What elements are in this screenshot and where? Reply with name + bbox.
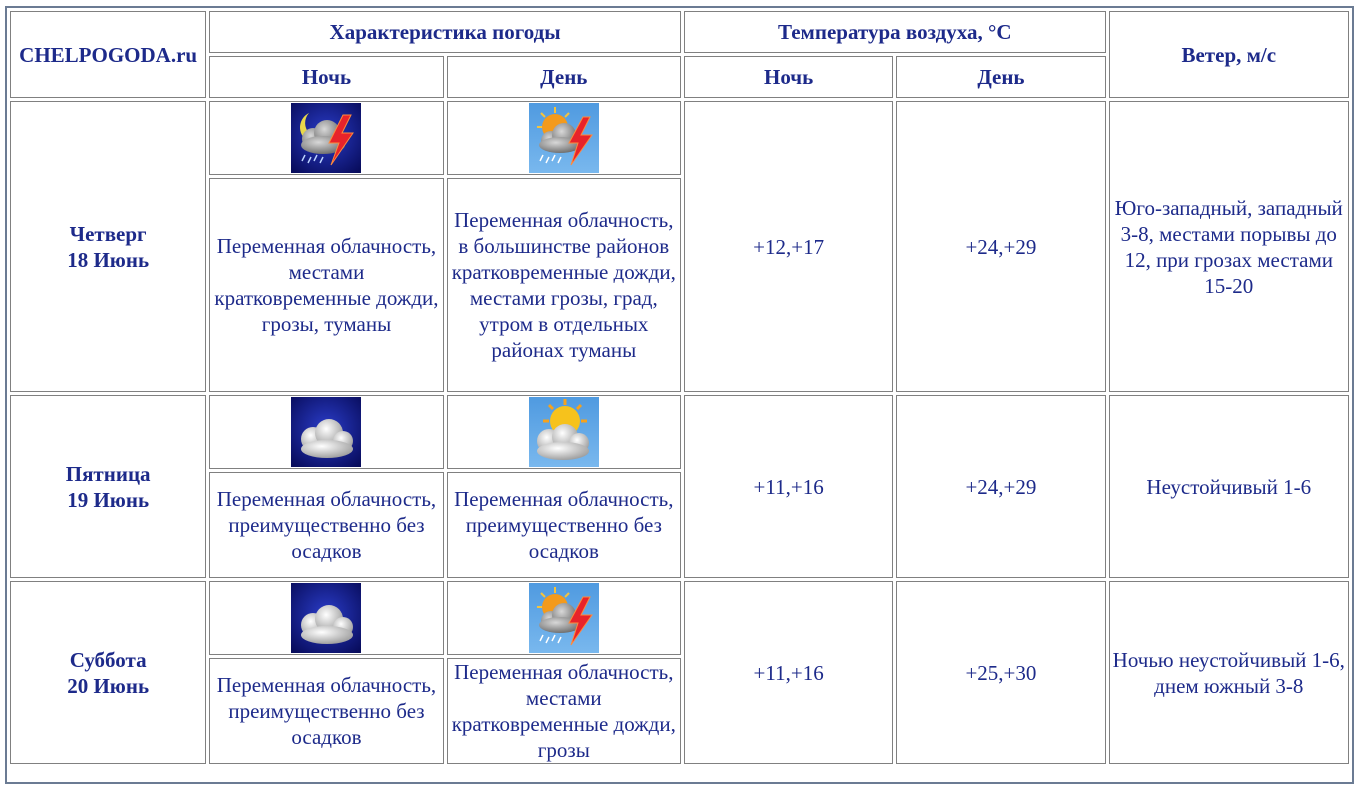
wind-value: Юго-западный, западный 3-8, местами порывы до 12, при грозах местами 15-20 bbox=[1109, 101, 1349, 392]
date: 18 Июнь bbox=[67, 247, 150, 272]
moon-cloud-icon bbox=[291, 583, 361, 653]
weekday: Суббота bbox=[69, 647, 147, 672]
night-description: Переменная облачность, преимущественно без осадков bbox=[209, 472, 443, 578]
temp-night-value: +11,+16 bbox=[684, 581, 893, 764]
night-icon-cell bbox=[209, 101, 443, 175]
wind-value: Неустойчивый 1-6 bbox=[1109, 395, 1349, 578]
night-description: Переменная облачность, местами кратковременные дожди, грозы, туманы bbox=[209, 178, 443, 392]
day-label bbox=[10, 101, 206, 392]
night-icon-cell bbox=[209, 395, 443, 469]
night-description: Переменная облачность, преимущественно без осадков bbox=[209, 658, 443, 764]
temp-day-header: День bbox=[896, 56, 1105, 98]
temp-day-value: +24,+29 bbox=[896, 395, 1105, 578]
weather-day-header: День bbox=[447, 56, 681, 98]
weekday: Пятница bbox=[65, 461, 151, 486]
temp-night-value: +12,+17 bbox=[684, 101, 893, 392]
moon-cloud-icon bbox=[291, 397, 361, 467]
day-label bbox=[10, 395, 206, 578]
forecast-table bbox=[7, 8, 1352, 767]
moon-cloud-thunderstorm-icon bbox=[291, 103, 361, 173]
temp-day-value: +25,+30 bbox=[896, 581, 1105, 764]
brand-logo: CHELPOGODA.ru bbox=[10, 11, 206, 98]
weather-char-header: Характеристика погоды bbox=[209, 11, 681, 53]
day-description: Переменная облачность, в большинстве районов кратковременные дожди, местами грозы, град, утром в отдельных районах туманы bbox=[447, 178, 681, 392]
day-description: Переменная облачность, преимущественно без осадков bbox=[447, 472, 681, 578]
temp-night-value: +11,+16 bbox=[684, 395, 893, 578]
wind-header: Ветер, м/с bbox=[1109, 11, 1349, 98]
day-icon-cell bbox=[447, 395, 681, 469]
date: 19 Июнь bbox=[67, 487, 150, 512]
day-icon-cell bbox=[447, 101, 681, 175]
day-label bbox=[10, 581, 206, 764]
wind-value: Ночью неустойчивый 1-6, днем южный 3-8 bbox=[1109, 581, 1349, 764]
sun-cloud-icon bbox=[529, 397, 599, 467]
temp-day-value: +24,+29 bbox=[896, 101, 1105, 392]
weather-night-header: Ночь bbox=[209, 56, 443, 98]
sun-cloud-thunderstorm-icon bbox=[529, 583, 599, 653]
night-icon-cell bbox=[209, 581, 443, 655]
sun-cloud-thunderstorm-icon bbox=[529, 103, 599, 173]
weekday: Четверг bbox=[69, 221, 147, 246]
date: 20 Июнь bbox=[67, 673, 150, 698]
day-icon-cell bbox=[447, 581, 681, 655]
forecast-frame bbox=[5, 6, 1354, 784]
air-temp-header: Температура воздуха, °С bbox=[684, 11, 1106, 53]
day-description: Переменная облачность, местами кратковременные дожди, грозы bbox=[447, 658, 681, 764]
temp-night-header: Ночь bbox=[684, 56, 893, 98]
